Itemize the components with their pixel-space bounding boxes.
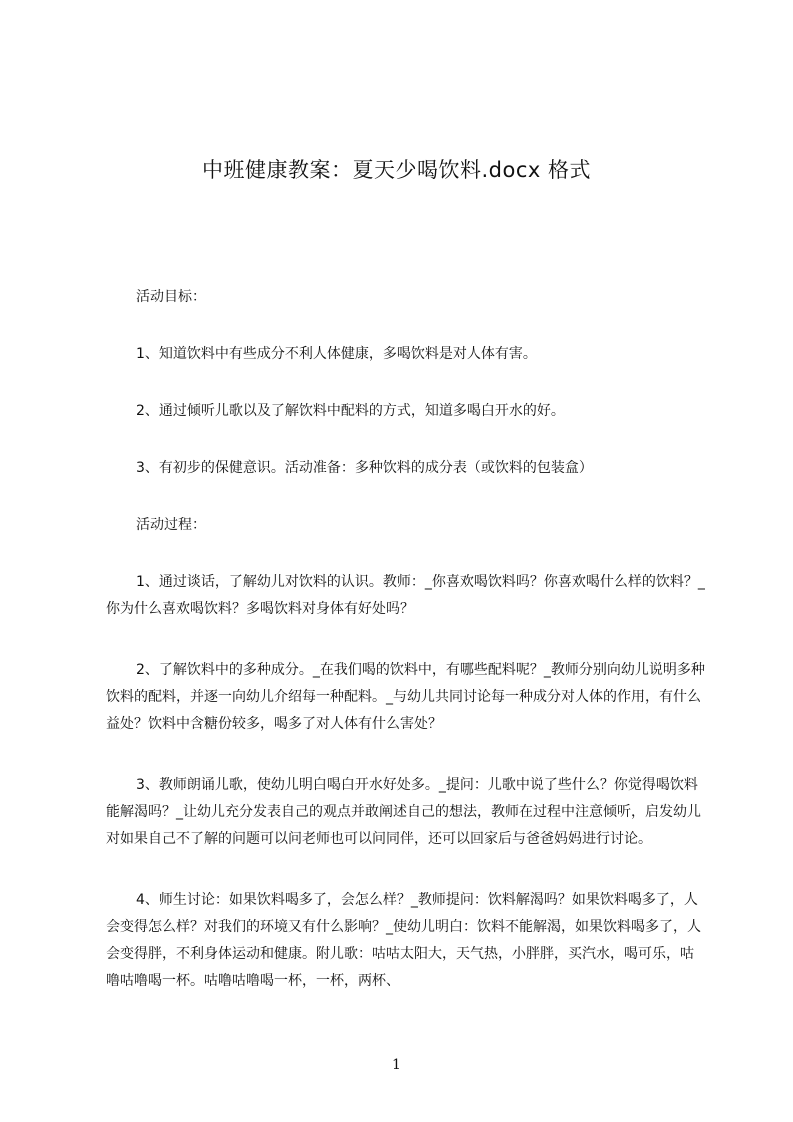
- paragraph-goal-3: 3、有初步的保健意识。活动准备：多种饮料的成分表（或饮料的包装盒）: [136, 460, 593, 476]
- paragraph-goal-2: 2、通过倾听儿歌以及了解饮料中配料的方式，知道多喝白开水的好。: [136, 403, 565, 419]
- document-title: 中班健康教案：夏天少喝饮料.docx 格式: [201, 158, 591, 183]
- paragraph-step-2: 2、了解饮料中的多种成分。_在我们喝的饮料中，有哪些配料呢？_教师分别向幼儿说明多种饮料的配料，并逐一向幼儿介绍每一种配料。_与幼儿共同讨论每一种成分对人体的作用，有什么益处？饮料中含糖份较多，喝多了对人体有什么害处？: [106, 662, 705, 732]
- paragraph-activity-goals-heading: 活动目标：: [136, 289, 206, 305]
- paragraph-activity-process-heading: 活动过程：: [136, 517, 206, 533]
- paragraph-step-4: 4、师生讨论：如果饮料喝多了，会怎么样？_教师提问：饮料解渴吗？如果饮料喝多了，人会变得怎么样？对我们的环境又有什么影响？_使幼儿明白：饮料不能解渴，如果饮料喝多了，人会变得胖，不利身体运动和健康。附儿歌：咕咕太阳大，天气热，小胖胖，买汽水，喝可乐，咕噜咕噜喝一杯。咕噜咕噜喝一杯，一杯，两杯、: [106, 892, 701, 989]
- paragraph-goal-1: 1、知道饮料中有些成分不利人体健康，多喝饮料是对人体有害。: [136, 346, 537, 362]
- page-number: 1: [392, 1057, 401, 1073]
- document-body: [106, 284, 706, 995]
- paragraph-step-1: 1、通过谈话，了解幼儿对饮料的认识。教师：_你喜欢喝饮料吗？你喜欢喝什么样的饮料？_你为什么喜欢喝饮料？多喝饮料对身体有好处吗？: [106, 574, 705, 617]
- paragraph-step-3: 3、教师朗诵儿歌，使幼儿明白喝白开水好处多。_提问：儿歌中说了些什么？你觉得喝饮料能解渴吗？_让幼儿充分发表自己的观点并敢阐述自己的想法，教师在过程中注意倾听，启发幼儿对如果自己不了解的问题可以问老师也可以问同伴，还可以回家后与爸爸妈妈进行讨论。: [106, 777, 701, 847]
